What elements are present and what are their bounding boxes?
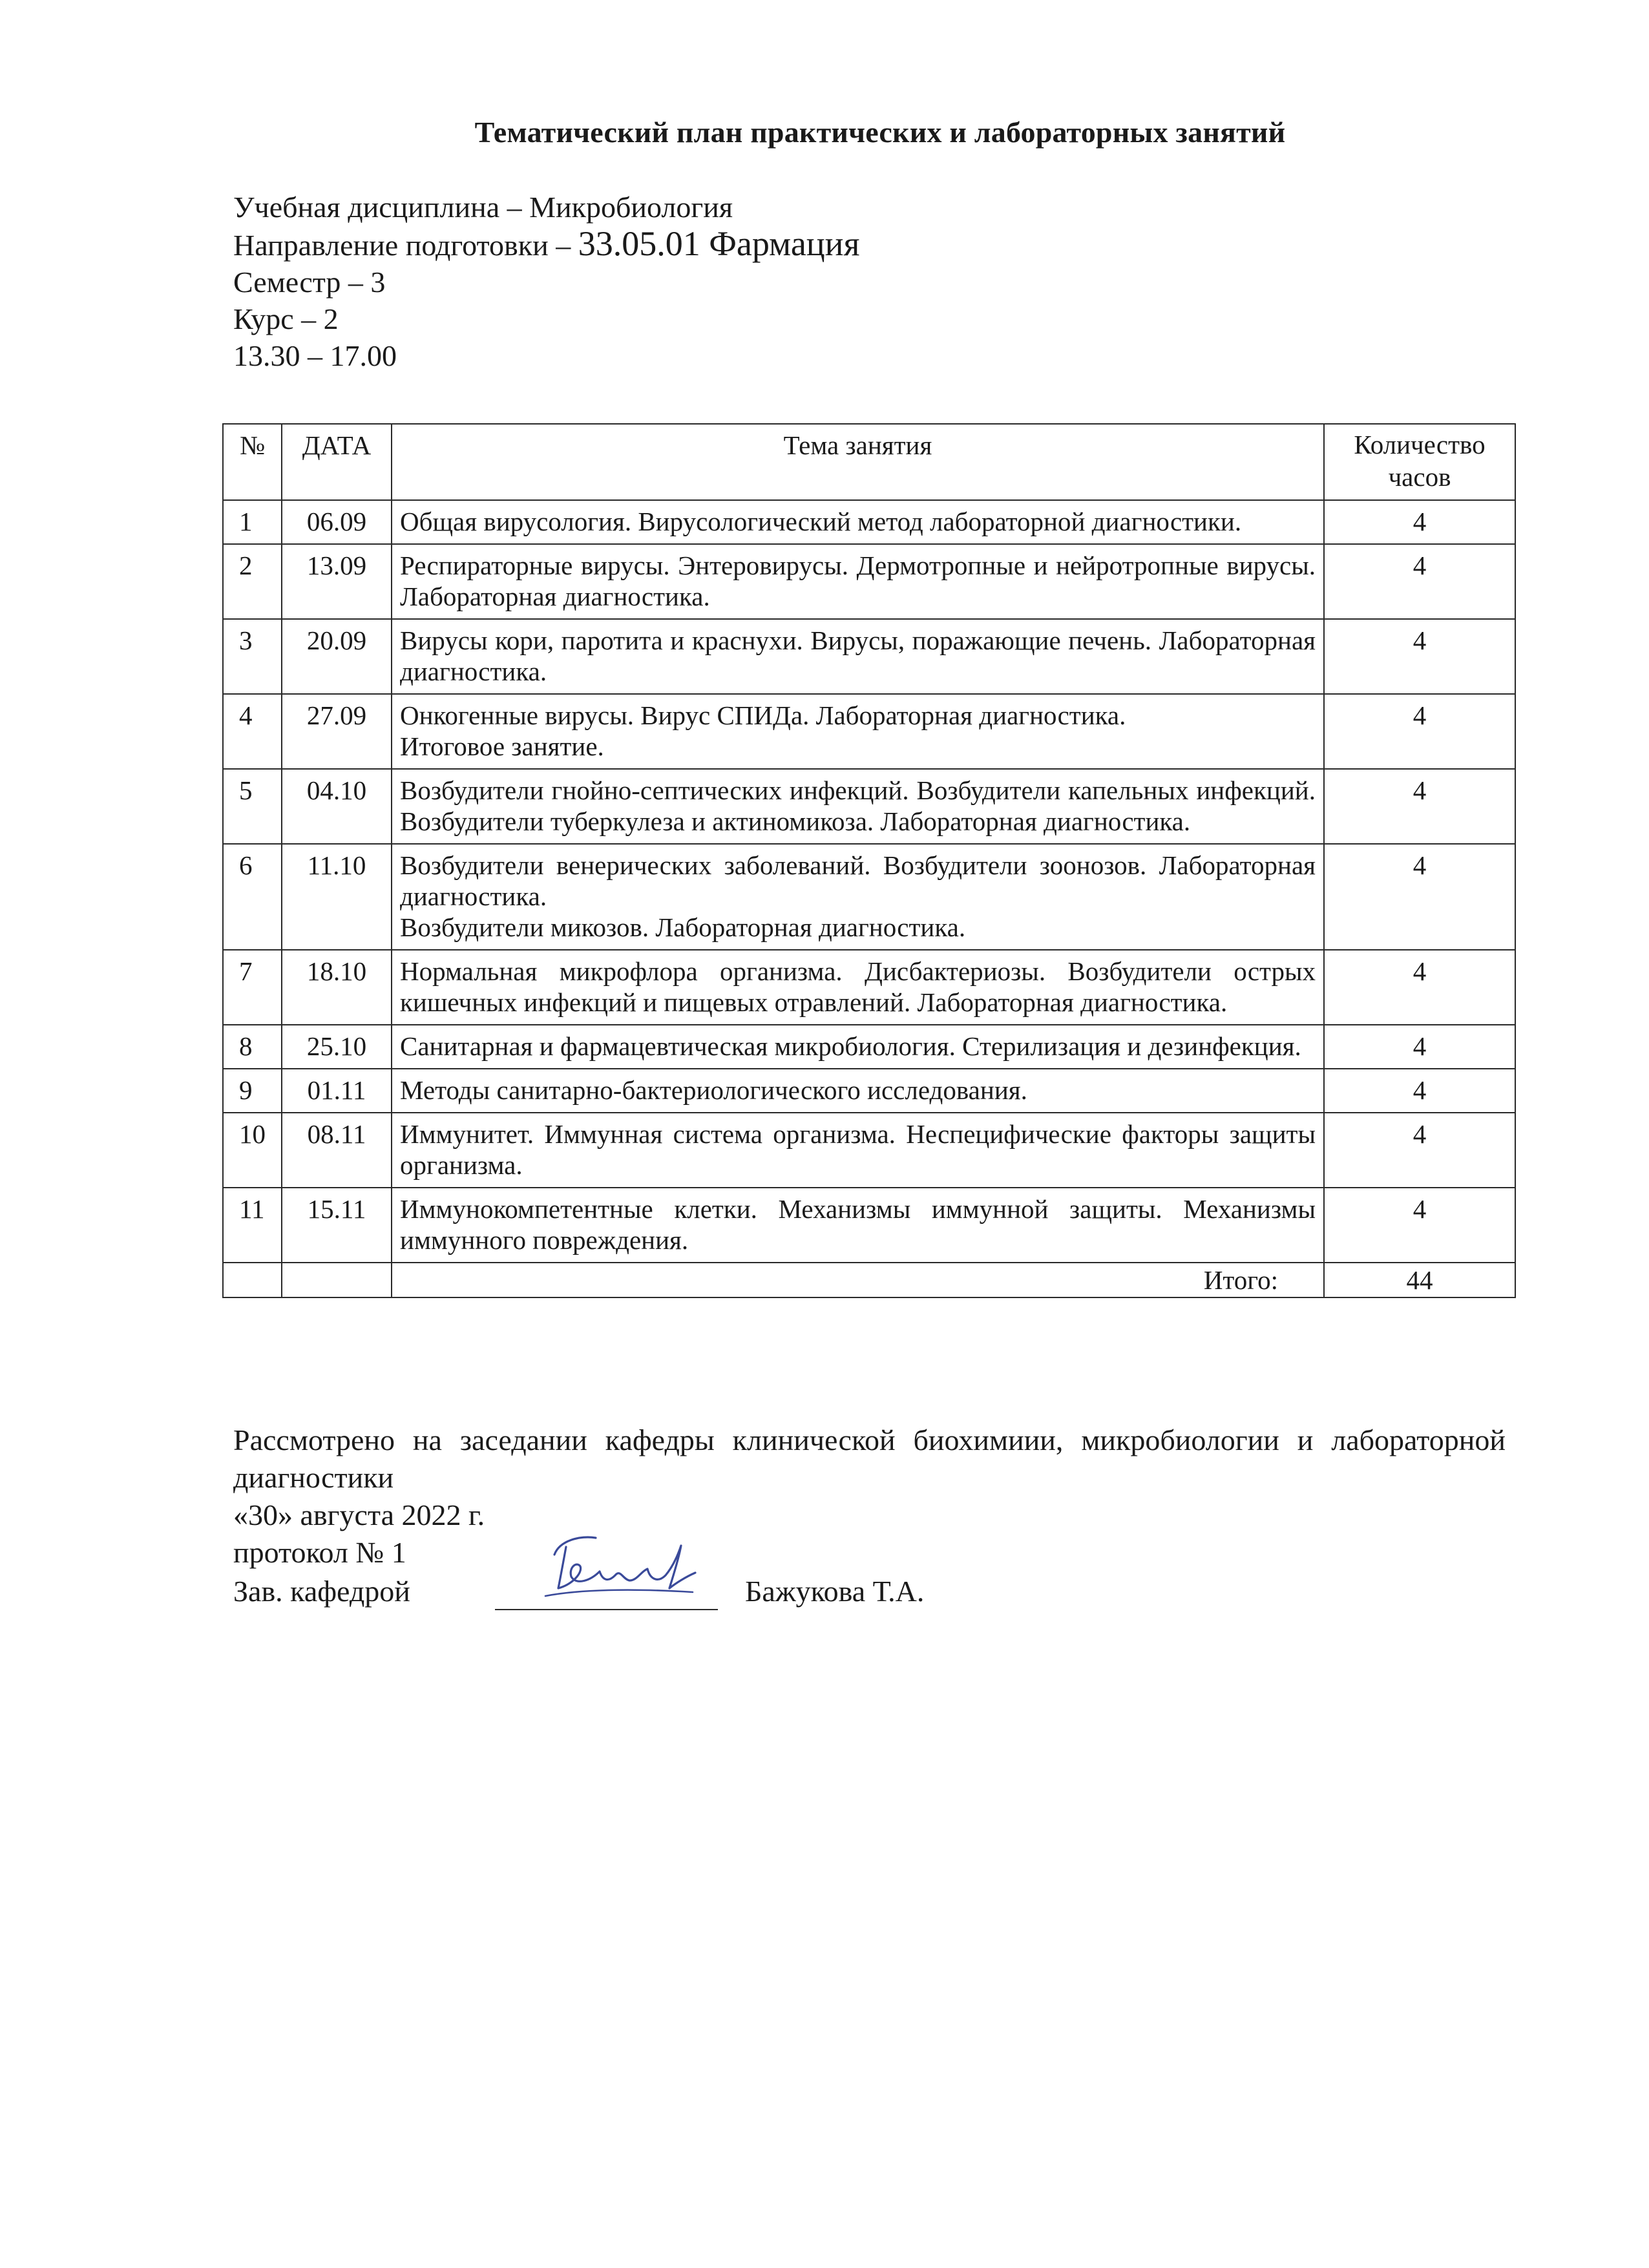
row-date: 01.11: [282, 1069, 392, 1113]
header-topic: Тема занятия: [392, 424, 1324, 500]
row-num: 7: [223, 950, 282, 1025]
semester-line: Семестр – 3: [233, 266, 386, 299]
direction-code: 33.05.01 Фармация: [578, 224, 860, 263]
direction-line: [233, 226, 859, 264]
table-row: [223, 950, 1515, 1025]
row-num: 5: [223, 769, 282, 844]
row-topic: [392, 619, 1324, 694]
head-name: Бажукова Т.А.: [745, 1575, 925, 1608]
head-role: Зав. кафедрой: [233, 1575, 410, 1608]
total-empty-date: [282, 1263, 392, 1297]
table-row: [223, 1188, 1515, 1263]
header-date: ДАТА: [282, 424, 392, 500]
row-hours: 4: [1324, 769, 1515, 844]
row-num: 1: [223, 500, 282, 544]
row-hours: 4: [1324, 1113, 1515, 1188]
course-line: Курс – 2: [233, 302, 339, 335]
row-topic-line: Онкогенные вирусы. Вирус СПИДа. Лабораторная диагностика.: [400, 700, 1126, 730]
table-row: [223, 544, 1515, 619]
row-topic-line: Возбудители гнойно-септических инфекций. Возбудители капельных инфекций. Возбудители туберкулеза и актиномикоза. Лабораторная диагностика.: [400, 775, 1316, 836]
table-row: [223, 844, 1515, 950]
signature-field: [495, 1571, 718, 1610]
page-title: Тематический план практических и лабораторных занятий: [474, 116, 1286, 149]
row-date: 06.09: [282, 500, 392, 544]
row-topic-line: Методы санитарно-бактериологического исследования.: [400, 1075, 1027, 1105]
row-hours: 4: [1324, 500, 1515, 544]
row-topic: [392, 1113, 1324, 1188]
row-date: 11.10: [282, 844, 392, 950]
protocol-number: протокол № 1: [233, 1536, 406, 1569]
approval-text: Рассмотрено на заседании кафедры клинической биохимиии, микробиологии и лабораторной диагностики: [233, 1423, 1506, 1494]
row-date: 18.10: [282, 950, 392, 1025]
row-topic-line: Иммунитет. Иммунная система организма. Неспецифические факторы защиты организма.: [400, 1119, 1316, 1180]
direction-prefix: Направление подготовки –: [233, 229, 578, 262]
document-meta: [233, 189, 859, 374]
table-row: [223, 1069, 1515, 1113]
row-topic-line: Вирусы кори, паротита и краснухи. Вирусы, поражающие печень. Лабораторная диагностика.: [400, 625, 1316, 686]
row-topic-line: Респираторные вирусы. Энтеровирусы. Дермотропные и нейротропные вирусы. Лабораторная диагностика.: [400, 551, 1316, 611]
row-hours: 4: [1324, 619, 1515, 694]
row-topic: [392, 500, 1324, 544]
row-num: 11: [223, 1188, 282, 1263]
total-label: Итого:: [392, 1263, 1324, 1297]
row-topic-line: Нормальная микрофлора организма. Дисбактериозы. Возбудители острых кишечных инфекций и пищевых отравлений. Лабораторная диагностика.: [400, 956, 1316, 1017]
row-topic: [392, 694, 1324, 769]
row-date: 15.11: [282, 1188, 392, 1263]
row-hours: 4: [1324, 694, 1515, 769]
row-num: 2: [223, 544, 282, 619]
row-topic: [392, 769, 1324, 844]
header-num: №: [223, 424, 282, 500]
approval-date: «30» августа 2022 г.: [233, 1498, 485, 1531]
row-topic-line: Возбудители микозов. Лабораторная диагностика.: [400, 912, 966, 942]
row-num: 3: [223, 619, 282, 694]
row-topic: [392, 544, 1324, 619]
row-num: 6: [223, 844, 282, 950]
row-topic: [392, 950, 1324, 1025]
approval-block: [233, 1422, 1506, 1610]
row-topic-line: Возбудители венерических заболеваний. Возбудители зоонозов. Лабораторная диагностика.: [400, 850, 1316, 911]
row-date: 04.10: [282, 769, 392, 844]
discipline-line: Учебная дисциплина – Микробиология: [233, 191, 733, 224]
row-date: 27.09: [282, 694, 392, 769]
table-row: [223, 1025, 1515, 1069]
row-date: 25.10: [282, 1025, 392, 1069]
row-topic-line: Итоговое занятие.: [400, 731, 604, 761]
row-hours: 4: [1324, 844, 1515, 950]
row-num: 9: [223, 1069, 282, 1113]
row-num: 4: [223, 694, 282, 769]
row-topic-line: Санитарная и фармацевтическая микробиология. Стерилизация и дезинфекция.: [400, 1031, 1301, 1061]
row-date: 08.11: [282, 1113, 392, 1188]
row-topic: [392, 1069, 1324, 1113]
row-hours: 4: [1324, 950, 1515, 1025]
row-hours: 4: [1324, 1069, 1515, 1113]
total-row: [223, 1263, 1515, 1297]
total-value: 44: [1324, 1263, 1515, 1297]
row-hours: 4: [1324, 1025, 1515, 1069]
table-row: [223, 769, 1515, 844]
row-topic: [392, 1025, 1324, 1069]
row-topic-line: Иммунокомпетентные клетки. Механизмы иммунной защиты. Механизмы иммунного повреждения.: [400, 1194, 1316, 1255]
row-hours: 4: [1324, 1188, 1515, 1263]
row-num: 10: [223, 1113, 282, 1188]
header-hours-line1: Количество: [1354, 430, 1486, 459]
header-hours-line2: часов: [1388, 462, 1451, 492]
row-topic: [392, 844, 1324, 950]
row-topic-line: Общая вирусология. Вирусологический метод лабораторной диагностики.: [400, 507, 1242, 536]
row-date: 13.09: [282, 544, 392, 619]
table-row: [223, 694, 1515, 769]
table-header-row: [223, 424, 1515, 500]
table-row: [223, 1113, 1515, 1188]
table-row: [223, 619, 1515, 694]
signature-image: [540, 1521, 702, 1605]
signature-line: [233, 1571, 1506, 1610]
time-line: 13.30 – 17.00: [233, 339, 397, 372]
header-hours: [1324, 424, 1515, 500]
total-empty-num: [223, 1263, 282, 1297]
row-hours: 4: [1324, 544, 1515, 619]
row-date: 20.09: [282, 619, 392, 694]
plan-table: [222, 423, 1516, 1298]
row-topic: [392, 1188, 1324, 1263]
table-body: [223, 500, 1515, 1297]
row-num: 8: [223, 1025, 282, 1069]
table-row: [223, 500, 1515, 544]
